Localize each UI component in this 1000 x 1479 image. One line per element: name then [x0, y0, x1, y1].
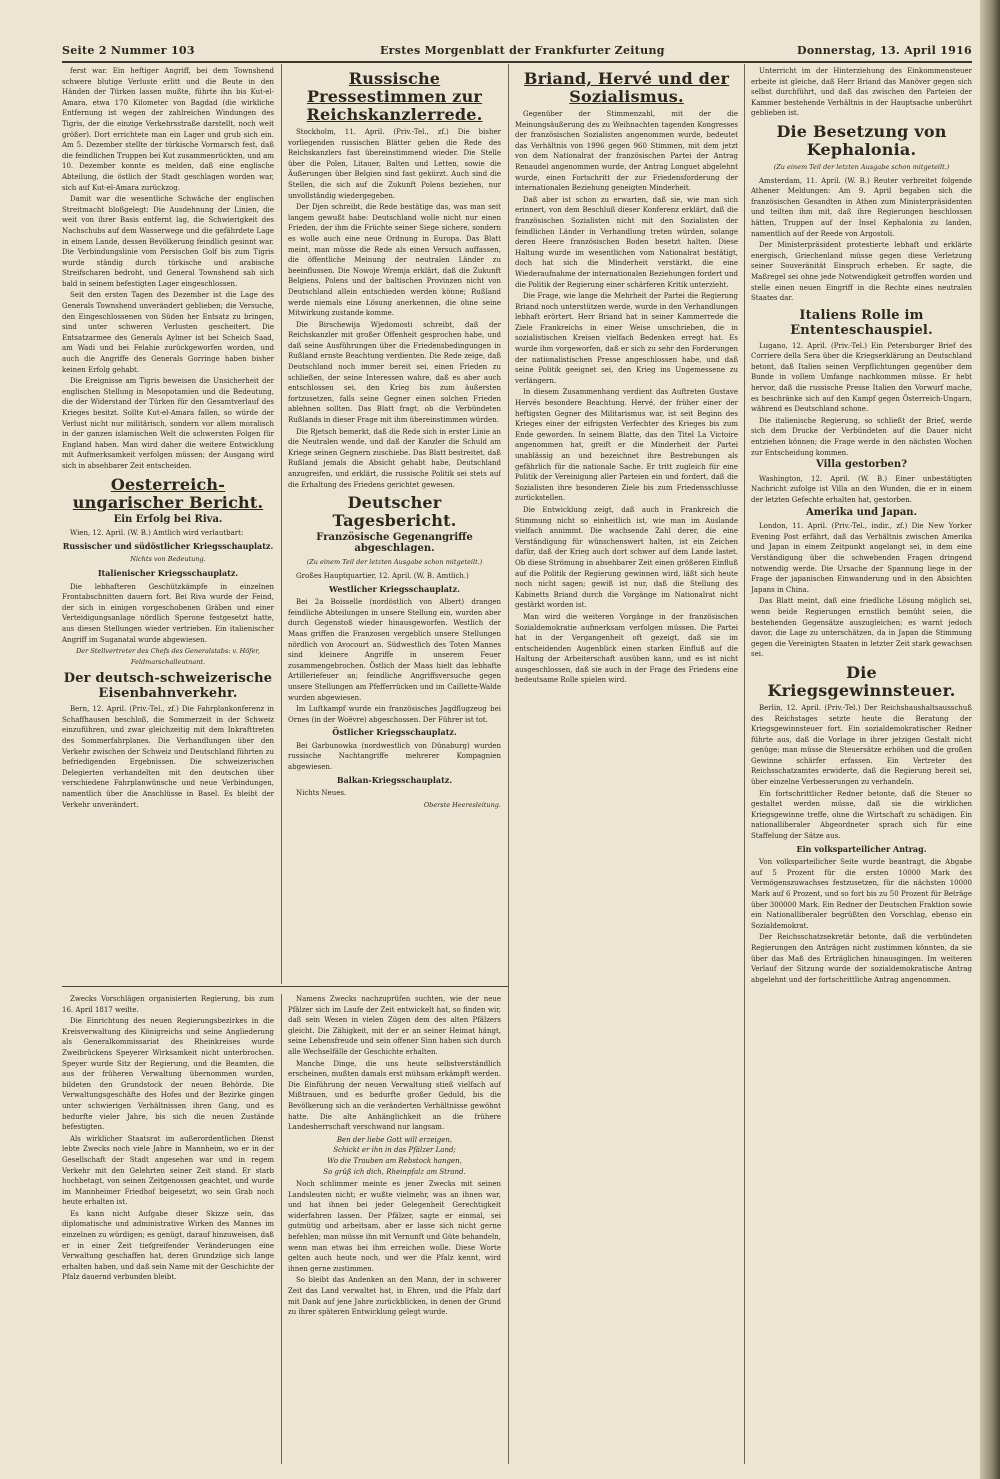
article-paragraph: ferst war. Ein heftiger Angriff, bei dem Townshend schwere blutige Verluste erlitt und die Beute in den Händen der Türken lassen mußte, führte ihn bis Kut-el-Amara, etwa 170 Kilometer von Bagdad (die wirkliche Entfernung ist wegen der zahlreichen Windungen des Tigris, der die einzige Verkehrsstraße darstellt, noch weit größer). Dort errichtete man ein Lager und grub sich ein. Am 5. Dezember stellte der türkische Vormarsch fest, daß die feindlichen Truppen bei Kut zusammenrückten, und am 10. Dezember konnte es melden, daß eine englische Abteilung, die östlich der Stadt geschlagen worden war, sich auf Kut-el-Amara zurückzog. [62, 67, 274, 192]
article-paragraph: In diesem Zusammenhang verdient das Auftreten Gustave Hervés besondere Beachtung. Hervé, der früher einer der heftigsten Gegner des Militarismus war, ist seit Beginn des Krieges einer der eifrigsten Verfechter des Krieges bis zum Ende geworden. In seinem Blatte, das den Titel La Victoire angenommen hat, greift er die Minderheit der Partei unablässig an und bezeichnet ihre Bestrebungen als gefährlich für die nationale Sache. Er tritt zugleich für eine Politik der Vereinigung aller Parteien ein und fordert, daß die Sozialisten ihre besonderen Ziele bis zum Friedensschlusse zurückstellen. [515, 388, 738, 503]
page-binding-edge [980, 0, 1000, 1479]
section-rule [62, 986, 508, 987]
article-paragraph: Bern, 12. April. (Priv.-Tel., zf.) Die Fahrplankonferenz in Schaffhausen beschloß, die Sommerzeit in der Schweiz einzuführen, und zwar gleichzeitig mit dem Inkrafttreten des Sommerfahrplanes. Die Verhandlungen über den Verkehr zwischen der Schweiz und Deutschland führten zu befriedigenden Ergebnissen. Die schweizerischen Delegierten verhandelten mit den deutschen über verschiedene Fahrplanwünsche und neue Verbindungen, namentlich über die Anschlüsse in Basel. Es bleibt der Verkehr unverändert. [62, 705, 274, 809]
article-paragraph: Unterricht im der Hinterziehung des Einkommensteuer erbeite ist gleiche, daß Herr Briand das Manöver gegen sich selbst durchführt, und daß das zwischen den Parteien der Kammer bestehende Verhältnis in der Hauptsache unberührt geblieben ist. [751, 67, 972, 118]
article-paragraph: Bei 2a Boisselle (nordöstlich von Albert) drangen feindliche Abteilungen in unsere Stellung ein, wurden aber durch Gegenstoß wieder hinausgeworfen. Westlich der Maas griffen die Franzosen vergeblich unsere Stellungen nördlich von Avocourt an. Südwestlich des Toten Mannes sind kleinere Angriffe in unserem Feuer zusammengebrochen. Östlich der Maas hielt das lebhafte Artilleriefeuer an; feindliche Angriffsversuche gegen unsere Stellungen am Pfefferrücken und im Caillette-Walde wurden abgewiesen. [288, 598, 501, 702]
front-heading: Russischer und südöstlicher Kriegsschauplatz. [62, 540, 274, 551]
article-paragraph: Die lebhafteren Geschützkämpfe in einzelnen Frontabschnitten dauern fort. Bei Riva wurde der Feind, der sich in einigen vorgeschobenen Gräben und einer Verteidigungsanlage nördlich Sperone festgesetzt hatte, aus diesen Stellungen wieder vertrieben. Ein italienischer Angriff im Suganatal wurde abgewiesen. [62, 582, 274, 644]
article-paragraph: So bleibt das Andenken an den Mann, der in schwerer Zeit das Land verwaltet hat, in Ehren, und die Pfalz darf mit Dank auf jene Jahre zurückblicken, in denen der Grund zu ihrer späteren Entwicklung gelegt wurde. [288, 1276, 501, 1317]
column-3 [515, 66, 738, 1464]
article-paragraph: Amsterdam, 11. April. (W. B.) Reuter verbreitet folgende Athener Meldungen: Am 9. April begaben sich die französischen Gesandten in Athen zum Ministerpräsidenten und teilten ihm mit, daß ihre Regierungen beschlossen hätten, Truppen auf der Insel Kephalonia zu landen, namentlich auf der Reede von Argostoli. [751, 176, 972, 238]
italy-headline: Italiens Rolle im Ententeschauspiel. [790, 307, 933, 338]
signature: Der Stellvertreter des Chefs des Generalstabs: v. Höfer, Feldmarschalleutnant. [76, 647, 260, 666]
article-paragraph: Die Entwicklung zeigt, daß auch in Frankreich die Stimmung nicht so einheitlich ist, wie man im Auslande vielfach annimmt. Die wachsende Zahl derer, die eine Verständigung für wünschenswert halten, ist ein Zeichen dafür, daß der Krieg auch dort schwer auf dem Lande lastet. Ob diese Strömung in absehbarer Zeit einen größeren Einfluß auf die Politik der Regierung gewinnen wird, läßt sich heute noch nicht sagen; gewiß ist nur, daß die Stellung des Kabinetts Briand durch die Vorgänge im Nationalrat nicht gestärkt worden ist. [515, 505, 738, 610]
article-paragraph: Im Luftkampf wurde ein französisches Jagdflugzeug bei Ornes (in der Woëvre) abgeschossen. Der Führer ist tot. [288, 705, 501, 724]
russian-press-headline: Russische Pressestimmen zur Reichskanzlerrede. [306, 69, 483, 124]
article-paragraph: Als wirklicher Staatsrat im außerordentlichen Dienst lebte Zwecks noch viele Jahre in Mannheim, wo er in der Gesellschaft der Stadt angesehen war und in regem Verkehr mit den Gelehrten seiner Zeit stand. Er starb hochbetagt, von seinen Zeitgenossen geachtet, und wurde im Mannheimer Friedhof beigesetzt, wo sein Grab noch heute erhalten ist. [62, 1134, 274, 1207]
poem-line: Wo die Trauben am Rebstock hangen, [327, 1156, 462, 1165]
article-paragraph: Noch schlimmer meinte es jener Zwecks mit seinen Landsleuten nicht; er wußte vielmehr, was an ihnen war, und hat ihnen bei jeder Gelegenheit Gerechtigkeit widerfahren lassen. Der Pfälzer, sagte er einmal, sei gutmütig und arbeitsam, aber er lasse sich nicht gerne befehlen; man müsse ihn mit Vernunft und Güte behandeln, wenn man etwas bei ihm erreichen wolle. Diese Worte gelten auch heute noch, und wer die Pfalz kennt, wird ihnen gerne zustimmen. [288, 1180, 501, 1273]
poem [288, 1135, 501, 1177]
austria-report-subheadline: Ein Erfolg bei Riva. [113, 513, 223, 525]
article-paragraph: Ein fortschrittlicher Redner betonte, daß die Steuer so gestaltet werden müsse, daß sie die wirklichen Kriegsgewinne treffe, ohne die Wirtschaft zu schädigen. Ein nationalliberaler Abgeordneter sprach sich für eine Staffelung der Sätze aus. [751, 789, 972, 841]
war-profits-tax-headline: Die Kriegsgewinnsteuer. [767, 662, 956, 700]
bottom-column-2 [288, 994, 501, 1464]
column-4 [751, 66, 972, 1464]
dateline: Wien, 12. April. (W. B.) Amtlich wird verlautbart: [70, 529, 244, 538]
swiss-rail-headline: Der deutsch-schweizerische Eisenbahnverkehr. [63, 671, 273, 702]
column-divider [744, 64, 745, 1464]
article-paragraph: Zwecks Vorschlägen organisierten Regierung, bis zum 16. April 1817 weilte. [62, 995, 274, 1014]
article-paragraph: London, 11. April. (Priv.-Tel., indir., zf.) Die New Yorker Evening Post erfährt, daß das Verhältnis zwischen Amerika und Japan in einem Zeitpunkt angelangt sei, in dem eine Verständigung über die schwebenden Fragen dringend notwendig werde. Die Ursache der Spannung liege in der Frage der japanischen Einwanderung und in den Absichten Japans in China. [751, 522, 972, 594]
front-heading: Westlicher Kriegsschauplatz. [329, 583, 460, 594]
poem-line: So grüß ich dich, Rheinpfalz am Strand. [323, 1167, 466, 1176]
column-2 [288, 66, 501, 986]
kephalonia-headline: Die Besetzung von Kephalonia. [776, 121, 947, 159]
column-divider [508, 64, 509, 1464]
villa-headline: Villa gestorben? [816, 459, 907, 471]
article-paragraph: Bei Garbunowka (nordwestlich von Dünaburg) wurden russische Nachtangriffe mehrerer Kompagnien abgewiesen. [288, 741, 501, 772]
page-number: Seite 2 Nummer 103 [62, 44, 195, 57]
austria-report-headline: Oesterreich-ungarischer Bericht. [72, 474, 264, 512]
article-paragraph: Gegenüber der Stimmenzahl, mit der die Meinungsäußerung des zu Weihnachten tagenden Kongresses der französischen Sozialisten angenommen wurde, bedeutet das Verhältnis von 1996 gegen 960 Stimmen, mit dem jetzt von dem Nationalrat der französischen Partei der Antrag Renaudel angenommen wurde, der Antrag Longuet abgelehnt wurde, einen Fortschritt der zur Friedensforderung der internationalen Beziehung geneigten Minderheit. [515, 110, 738, 193]
briand-herve-headline: Briand, Hervé und der Sozialismus. [523, 69, 730, 106]
article-paragraph: Nichts Neues. [296, 789, 347, 798]
article-paragraph: Der Djen schreibt, die Rede bestätige das, was man seit langem gewußt habe: Deutschland wolle nicht nur einen Frieden, der ihm die Früchte seiner Siege sichere, sondern es wolle auch eine neue Ordnung in Europa. Das Blatt meint, man müsse die Rede als einen Versuch auffassen, die öffentliche Meinung der neutralen Länder zu beeinflussen. Die Nowoje Wremja erklärt, daß die Zukunft Belgiens, Polens und der baltischen Provinzen nicht von Deutschland allein entschieden werden könne; Rußland werde niemals eine Lösung anerkennen, die ohne seine Mitwirkung zustande komme. [288, 203, 501, 318]
article-paragraph: Damit war die wesentliche Schwäche der englischen Streitmacht bloßgelegt: Die Ausdehnung der Linien, die weit von ihrer Basis entfernt lag, die Schwierigkeit des Nachschubs auf dem Wasserwege und die gefährdete Lage in einem Lande, dessen Bevölkerung feindlich gesinnt war. Die Verbindungslinie vom Persischen Golf bis zum Tigris wurde ständig durch türkische und arabische Streifscharen bedroht, und General Townshend sah sich bald in seinem befestigten Lager eingeschlossen. [62, 195, 274, 288]
column-1 [62, 66, 274, 986]
article-paragraph: Washington, 12. April. (W. B.) Einer unbestätigten Nachricht zufolge ist Villa an den Wunden, die er in einem der letzten Gefechte erhalten hat, gestorben. [751, 474, 972, 504]
article-paragraph: Namens Zwecks nachzuprüfen suchten, wie der neue Pfälzer sich im Laufe der Zeit entwickelt hat, so finden wir, daß sein Wesen in vielen Zügen dem des alten Pfälzers gleicht. Die Zähigkeit, mit der er an seiner Heimat hängt, seine Lebensfreude und sein offener Sinn haben sich durch alle Wechselfälle der Geschichte erhalten. [288, 995, 501, 1056]
article-paragraph: Manche Dinge, die uns heute selbstverständlich erscheinen, mußten damals erst mühsam erkämpft werden. Die Einführung der neuen Verwaltung stieß vielfach auf Mißtrauen, und es bedurfte großer Geduld, bis die Bevölkerung sich an die veränderten Verhältnisse gewöhnt hatte. Die alte Anhänglichkeit an die frühere Landesherrschaft verschwand nur langsam. [288, 1059, 501, 1132]
front-heading: Italienischer Kriegsschauplatz. [97, 567, 239, 578]
article-paragraph: Die Birschewija Wjedomosti schreibt, daß der Reichskanzler mit großer Offenheit gesprochen habe, und daß seine Ausführungen über die Friedensbedingungen in Rußland ernste Beachtung verdienten. Die Rede zeige, daß Deutschland noch immer bereit sei, einen Frieden zu schließen, der seine Interessen wahre, daß es aber auch entschlossen sei, den Krieg bis zum äußersten fortzusetzen, falls seine Gegner einen solchen Frieden ablehnen sollten. Das Blatt fragt, ob die Verbündeten Rußlands in dieser Frage mit ihm übereinstimmen würden. [288, 320, 501, 425]
masthead [62, 44, 972, 60]
article-paragraph: Von volksparteilicher Seite wurde beantragt, die Abgabe auf 5 Prozent für die ersten 10000 Mark des Vermögenszuwachses festzusetzen, für die nächsten 10000 Mark auf 6 Prozent, und so fort bis zu 50 Prozent für Beträge über 300000 Mark. Ein Redner der Deutschen Fraktion sowie ein Nationalliberaler begrüßten den Vorschlag, ebenso ein Sozialdemokrat. [751, 858, 972, 930]
newspaper-title: Erstes Morgenblatt der Frankfurter Zeitung [380, 44, 665, 57]
column-divider [281, 64, 282, 984]
article-paragraph: Die italienische Regierung, so schließt der Brief, werde sich dem Drucke der Verbündeten auf die Dauer nicht entziehen können; die Frage werde in den nächsten Wochen zur Entscheidung kommen. [751, 416, 972, 457]
signature: Oberste Heeresleitung. [423, 800, 501, 809]
bottom-column-1 [62, 994, 274, 1464]
edition-note: (Zu einem Teil der letzten Ausgabe schon mitgeteilt.) [306, 558, 483, 567]
article-paragraph: Die Ereignisse am Tigris beweisen die Unsicherheit der englischen Stellung in Mesopotamien und die Bedeutung, die der Widerstand der Türken für den Gesamtverlauf des Krieges besitzt. Sollte Kut-el-Amara fallen, so würde der Verlust nicht nur militärisch, sondern vor allem moralisch in der ganzen islamischen Welt die schwersten Folgen für England haben. Man wird daher die weitere Entwicklung mit Aufmerksamkeit verfolgen müssen; der Ausgang wird sich in absehbarer Zeit entscheiden. [62, 377, 274, 470]
german-report-headline: Deutscher Tagesbericht. [332, 493, 457, 531]
war-profits-subheading: Ein volksparteilicher Antrag. [796, 843, 927, 854]
article-paragraph: Die Einrichtung des neuen Regierungsbezirkes in die Kreisverwaltung des Königreichs und seine Angliederung als Generalkommissariat des Rheinkreises wurde Zweibrückens Speyerer Wirksamkeit nicht unterbrochen. Speyer wurde Sitz der Regierung, und die Beamten, die aus der früheren Verwaltung übernommen wurden, bildeten den Grundstock der neuen Behörde. Die Verwaltungsgeschäfte des Hofes und der Bezirke gingen unter schwierigen Verhältnissen ihren Gang, und es bedurfte vieler Jahre, bis sich die neuen Zustände befestigten. [62, 1017, 274, 1132]
article-paragraph: Es kann nicht Aufgabe dieser Skizze sein, das diplomatische und administrative Wirken des Mannes im einzelnen zu würdigen; es genügt, darauf hinzuweisen, daß er in einer Zeit tiefgreifender Veränderungen eine Verwaltung geschaffen hat, deren Grundzüge sich lange erhalten haben, und daß sein Name mit der Geschichte der Pfalz dauernd verbunden bleibt. [62, 1209, 274, 1282]
america-japan-headline: Amerika und Japan. [805, 506, 918, 518]
article-paragraph: Das Blatt meint, daß eine friedliche Lösung möglich sei, wenn beide Regierungen ernstlich bemüht seien, die bestehenden Gegensätze auszugleichen; es warnt jedoch davor, die Lage zu unterschätzen, da in Japan die Stimmung gegen die Vereinigten Staaten in letzter Zeit stark gewachsen sei. [751, 597, 972, 659]
column-divider [281, 994, 282, 1464]
poem-line: Schickt er ihn in das Pfälzer Land; [333, 1146, 456, 1155]
edition-note: (Zu einem Teil der letzten Ausgabe schon mitgeteilt.) [773, 162, 950, 171]
dateline: Großes Hauptquartier, 12. April. (W. B. Amtlich.) [296, 571, 469, 580]
front-heading: Balkan-Kriegsschauplatz. [336, 774, 453, 785]
masthead-rule [62, 61, 972, 63]
article-paragraph: Lugano, 12. April. (Priv.-Tel.) Ein Petersburger Brief des Corriere della Sera über die Kriegserklärung an Deutschland betont, daß Italien seinen Verpflichtungen gegenüber dem Bunde in vollem Umfange nachkommen müsse. Er hebt hervor, daß die russische Presse Italien den Vorwurf mache, es beschränke sich auf den Kampf gegen Österreich-Ungarn, während es Deutschland schone. [751, 341, 972, 414]
article-paragraph: Stockholm, 11. April. (Priv.-Tel., zf.) Die bisher vorliegenden russischen Blätter geben die Rede des Reichskanzlers fast übereinstimmend wieder. Die Stelle über die Polen, Litauer, Balten und Letten, sowie die Äußerungen über Belgien sind fast gekürzt. Auch sind die Stellen, die sich auf die Zukunft Polens beziehen, nur unvollständig wiedergegeben. [288, 128, 501, 200]
issue-date: Donnerstag, 13. April 1916 [796, 44, 972, 57]
article-paragraph: Die Rjetsch bemerkt, daß die Rede sich in erster Linie an die Neutralen wende, und daß der Kanzler die Schuld am Kriege seinen Gegnern zuschiebe. Das Blatt bestreitet, daß Rußland jemals die Absicht gehabt habe, Deutschland anzugreifen, und erklärt, die russische Politik sei stets auf die Erhaltung des Friedens gerichtet gewesen. [288, 427, 501, 489]
article-paragraph: Seit den ersten Tagen des Dezember ist die Lage des Generals Townshend unverändert geblieben; die Versuche, den Eingeschlossenen von Süden her Entsatz zu bringen, sind unter schweren Verlusten gescheitert. Die Entsatzarmee des Generals Aylmer ist bei Scheich Saad, am Wadi und bei Felahie zurückgeworfen worden, und auch die Angriffe des Generals Gorringe haben bisher keinen Erfolg gehabt. [62, 291, 274, 374]
article-paragraph: Die Frage, wie lange die Mehrheit der Partei die Regierung Briand noch unterstützen werde, wurde in den Verhandlungen lebhaft erörtert. Herr Briand hat in seiner Kammerrede die Ziele Frankreichs in einer Weise umschrieben, die in sozialistischen Kreisen vielfach Bedenken erregt hat. Es wurde ihm vorgeworfen, daß er sich zu sehr den Forderungen der nationalistischen Presse angeschlossen habe, und daß seine Politik geeignet sei, den Krieg ins Ungemessene zu verlängern. [515, 292, 738, 385]
article-paragraph: Berlin, 12. April. (Priv.-Tel.) Der Reichshaushaltsausschuß des Reichstages setzte heute die Beratung der Kriegsgewinnsteuer fort. Ein sozialdemokratischer Redner führte aus, daß die Vorlage in ihrer jetzigen Gestalt nicht genüge; man müsse die Steuersätze erhöhen und die großen Gewinne schärfer erfassen. Ein Vertreter des Reichsschatzamtes erwiderte, daß die Regierung bereit sei, über einzelne Verbesserungen zu verhandeln. [751, 703, 972, 787]
front-note: Nichts von Bedeutung. [130, 555, 206, 564]
front-heading: Östlicher Kriegsschauplatz. [332, 727, 457, 738]
article-paragraph: Man wird die weiteren Vorgänge in der französischen Sozialdemokratie aufmerksam verfolgen müssen. Die Partei hat in der Vergangenheit oft gezeigt, daß sie im entscheidenden Augenblick einen starken Einfluß auf die Haltung der Arbeiterschaft ausüben kann, und es ist nicht ausgeschlossen, daß sie auch in der Frage des Friedens eine bedeutsame Rolle spielen wird. [515, 612, 738, 685]
article-paragraph: Daß aber ist schon zu erwarten, daß sie, wie man sich erinnert, von dem Beschluß dieser Konferenz erklärt, daß die französischen Sozialisten nicht mit den Sozialisten der feindlichen Länder in Verhandlung treten würden, solange deren Heere französischen Boden besetzt halten. Diese Haltung wurde im wesentlichen vom Nationalrat bestätigt, doch hat sich die Minderheit verstärkt, die eine Wiederaufnahme der internationalen Beziehungen fordert und die Politik der Regierung einer schärferen Kritik unterzieht. [515, 195, 738, 289]
german-report-subheadline: Französische Gegenangriffe abgeschlagen. [316, 532, 473, 554]
poem-line: Ben der liebe Gott will erzeigen, [336, 1135, 453, 1144]
article-paragraph: Der Ministerpräsident protestierte lebhaft und erklärte energisch, Griechenland müsse gegen diese Verletzung seiner Souveränität Einspruch erheben. Er sagte, die Maßregel sei ohne jede Notwendigkeit getroffen worden und stelle einen neuen Eingriff in die Rechte eines neutralen Staates dar. [751, 241, 972, 303]
article-paragraph: Der Reichsschatzsekretär betonte, daß die verbündeten Regierungen den Anträgen nicht zustimmen könnten, da sie über das Maß des Erträglichen hinausgingen. Im weiteren Verlauf der Sitzung wurde der sozialdemokratische Antrag abgelehnt und der fortschrittliche Antrag angenommen. [751, 933, 972, 984]
